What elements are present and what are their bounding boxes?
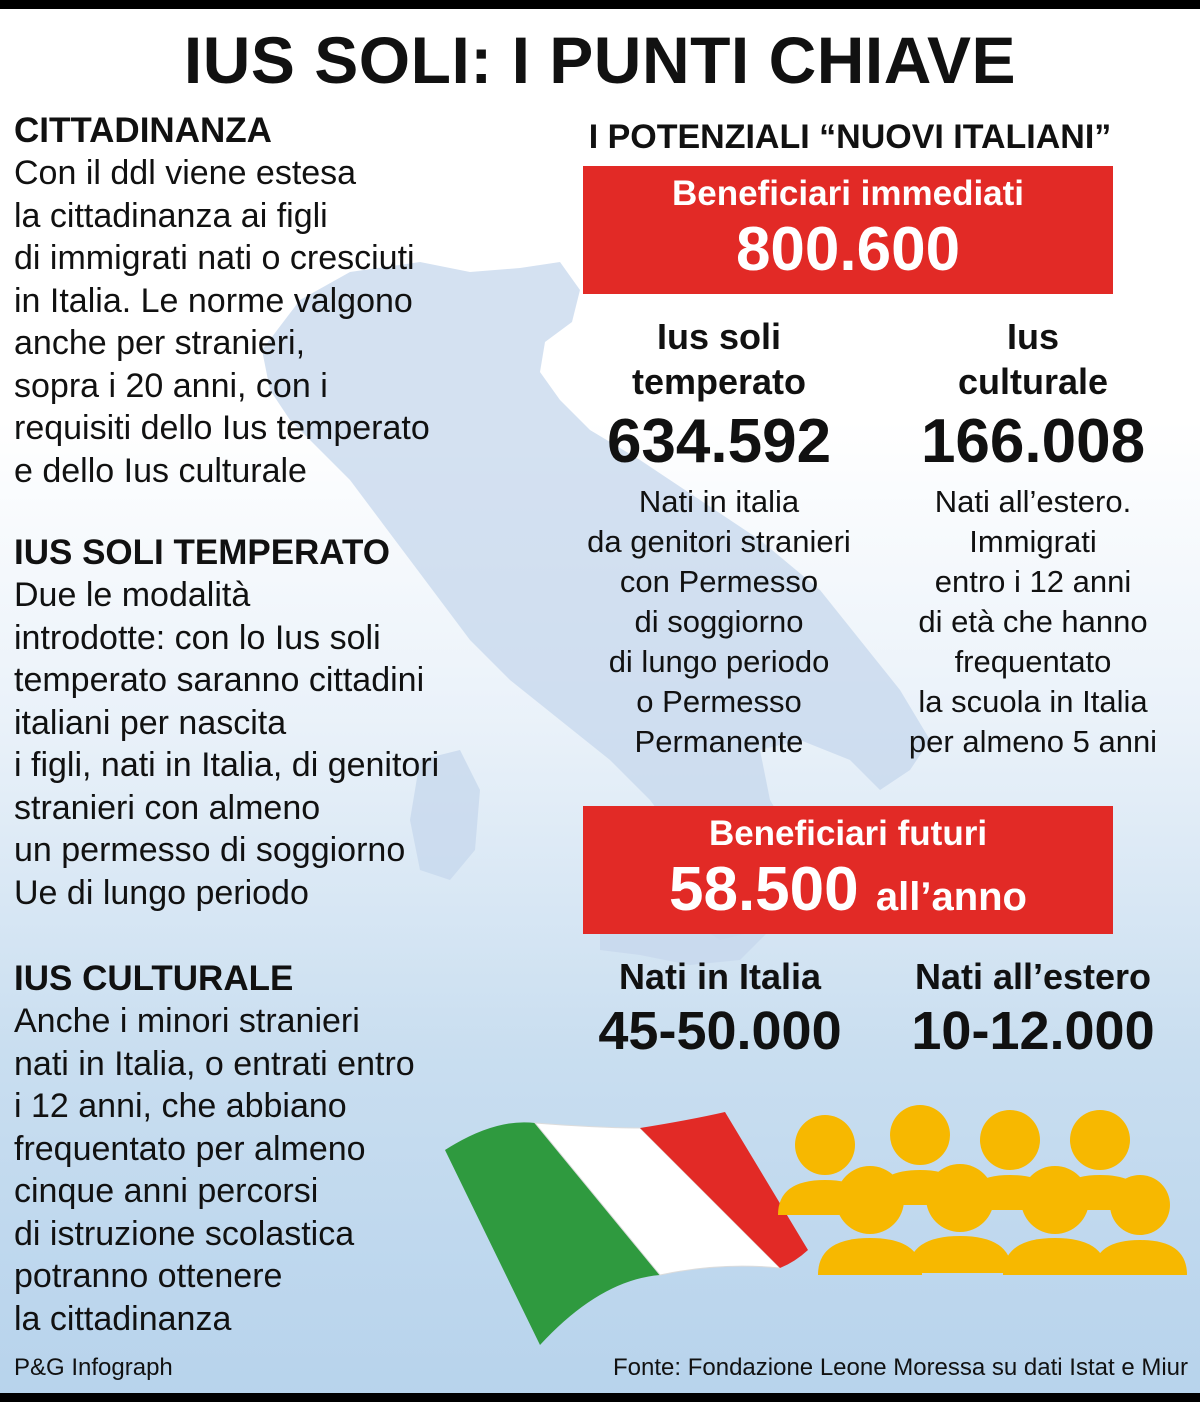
section-text: Con il ddl viene estesa la cittadinanza ai figli di immigrati nati o cresciuti in Italia. Le norme valgono anche per stranieri, sopra i 20 anni, con i requisiti dello Ius temperato e dello Ius culturale bbox=[14, 154, 430, 490]
beneficiari-immediati-box bbox=[583, 166, 1113, 294]
column-value: 45-50.000 bbox=[598, 1001, 842, 1061]
column-description: Nati in italia da genitori stranieri con Permesso di soggiorno di lungo periodo o Permesso Permanente bbox=[587, 484, 851, 759]
section-ius-culturale bbox=[14, 958, 514, 1340]
section-heading: CITTADINANZA bbox=[14, 111, 272, 150]
section-heading: IUS CULTURALE bbox=[14, 959, 294, 998]
column-heading: Nati all’estero bbox=[914, 956, 1152, 997]
section-cittadinanza bbox=[14, 110, 514, 492]
box-label: Beneficiari futuri bbox=[708, 814, 988, 853]
column-value: 634.592 bbox=[606, 407, 832, 476]
section-text: Anche i minori stranieri nati in Italia, o entrati entro i 12 anni, che abbiano frequentato per almeno cinque anni percorsi di istruzione scolastica potranno ottenere la cittadinanza bbox=[14, 1002, 415, 1338]
bottom-border bbox=[0, 1393, 1200, 1402]
box-unit: all’anno bbox=[875, 875, 1027, 919]
column-heading: Ius culturale bbox=[957, 316, 1109, 402]
nati-all-estero-column bbox=[880, 954, 1186, 1062]
ius-culturale-column bbox=[878, 314, 1188, 762]
column-heading: Ius soli temperato bbox=[631, 316, 807, 402]
section-ius-soli bbox=[14, 532, 514, 914]
credit-text: P&G Infograph bbox=[14, 1354, 173, 1381]
box-value: 800.600 bbox=[735, 215, 961, 284]
page-title: IUS SOLI: I PUNTI CHIAVE bbox=[183, 23, 1017, 97]
box-value-line bbox=[583, 854, 1113, 933]
nati-in-italia-column bbox=[570, 954, 870, 1062]
column-description: Nati all’estero. Immigrati entro i 12 anni di età che hanno frequentato la scuola in Italia per almeno 5 anni bbox=[908, 484, 1158, 759]
box-label: Beneficiari immediati bbox=[671, 174, 1025, 213]
right-heading: I POTENZIALI “NUOVI ITALIANI” bbox=[588, 118, 1112, 156]
source-text: Fonte: Fondazione Leone Moressa su dati Istat e Miur bbox=[613, 1354, 1188, 1381]
ius-soli-column bbox=[560, 314, 878, 762]
box-value: 58.500 bbox=[668, 855, 859, 924]
beneficiari-futuri-box bbox=[583, 806, 1113, 934]
section-text: Due le modalità introdotte: con lo Ius soli temperato saranno cittadini italiani per nascita i figli, nati in Italia, di genitori stranieri con almeno un permesso di soggiorno Ue di lungo periodo bbox=[14, 576, 440, 912]
column-heading: Nati in Italia bbox=[618, 956, 822, 997]
column-value: 10-12.000 bbox=[911, 1001, 1155, 1061]
column-value: 166.008 bbox=[920, 407, 1146, 476]
section-heading: IUS SOLI TEMPERATO bbox=[14, 533, 390, 572]
